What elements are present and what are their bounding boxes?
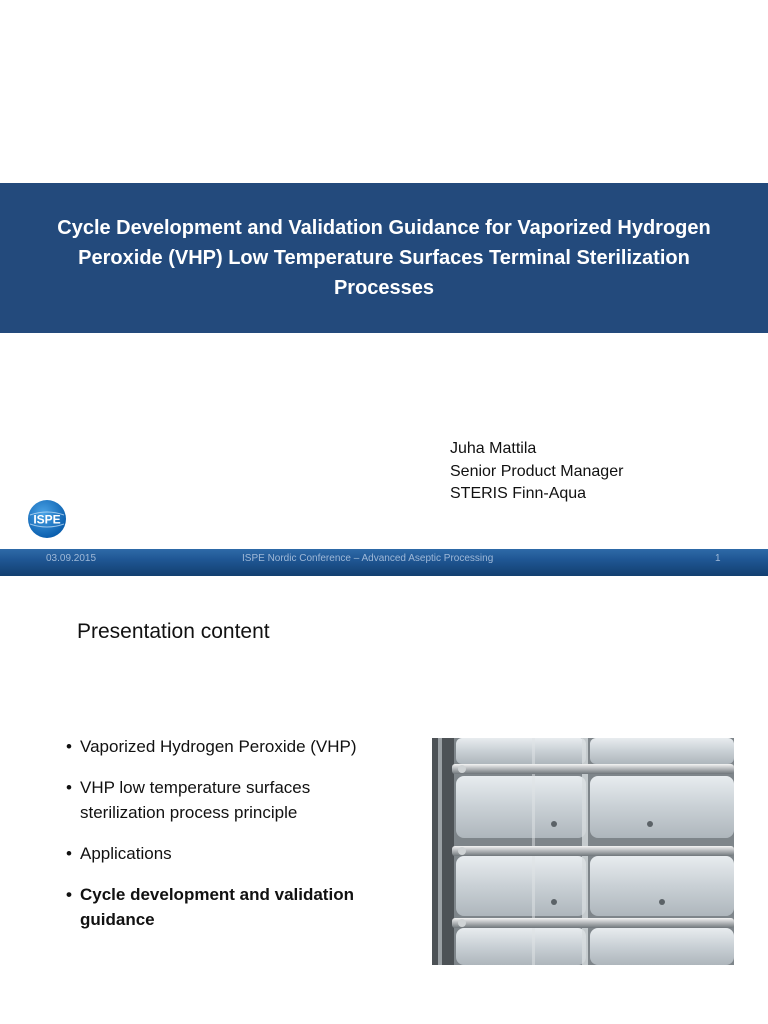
slide-title: Cycle Development and Validation Guidance for Vaporized Hydrogen Peroxide (VHP) Low Temperature Surfaces Terminal Sterilization Processes — [57, 217, 711, 299]
ispe-logo — [27, 499, 67, 539]
footer-conference: ISPE Nordic Conference – Advanced Aseptic Processing — [242, 553, 494, 564]
content-slide — [0, 576, 768, 1024]
svg-text:ISPE: ISPE — [33, 512, 61, 527]
bullet-list — [66, 734, 396, 948]
content-slide-title: Presentation content — [77, 620, 270, 643]
presenter-name: Juha Mattila — [450, 440, 537, 457]
slide-footer — [0, 549, 768, 576]
footer-page-number: 1 — [715, 553, 721, 564]
presenter-role: Senior Product Manager — [450, 462, 624, 480]
bullet-item-highlighted: • Cycle development and validation guidance — [66, 882, 396, 932]
title-band — [0, 183, 768, 333]
sterilizer-rack-photo — [432, 738, 734, 965]
bullet-item: • Vaporized Hydrogen Peroxide (VHP) — [66, 734, 396, 759]
bullet-item: • Applications — [66, 841, 396, 866]
presenter-company: STERIS Finn-Aqua — [450, 485, 587, 502]
presenter-block — [450, 438, 623, 506]
footer-date: 03.09.2015 — [46, 553, 97, 564]
bullet-item: • VHP low temperature surfaces sterilization process principle — [66, 775, 396, 825]
